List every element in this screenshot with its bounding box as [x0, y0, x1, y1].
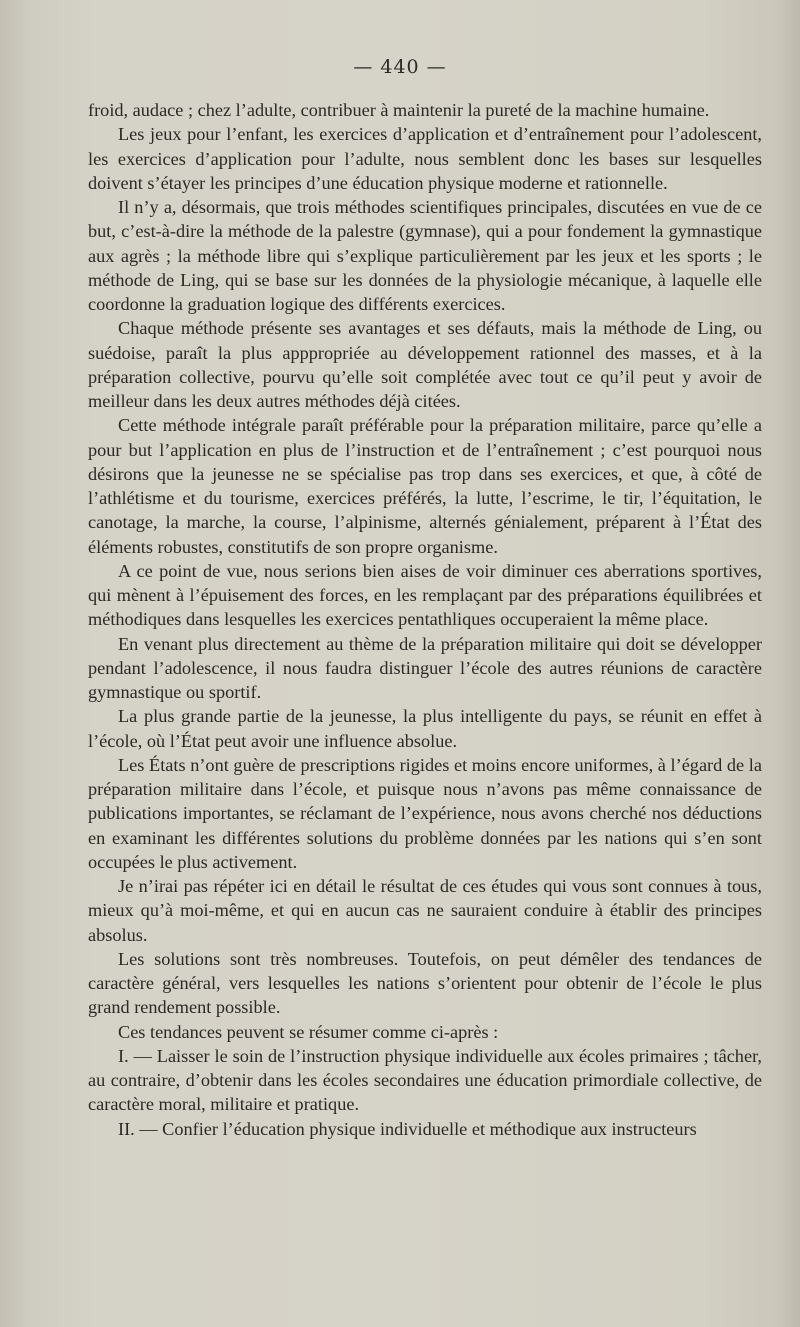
paragraph: Cette méthode intégrale paraît préférable pour la préparation militaire, parce qu’elle a pour but l’application en plus de l’instruction et de l’entraînement ; c’est pourquoi nous désirons que la jeunesse ne se spécialise pas trop dans ses exercices, et que, à côté de l’athlétisme et du tourisme, exercices préférés, la lutte, l’escrime, le tir, l’équitation, le canotage, la marche, la course, l’alpinisme, alternés génialement, préparent à l’État des éléments robustes, constitutifs de son propre organisme.: [88, 415, 762, 557]
paragraph: Je n’irai pas répéter ici en détail le résultat de ces études qui vous sont connues à tous, mieux qu’à moi-même, et qui en aucun cas ne sauraient conduire à établir des principes absolus.: [88, 876, 762, 945]
page-number: — 440 —: [353, 56, 447, 78]
paragraph: Chaque méthode présente ses avantages et ses défauts, mais la méthode de Ling, ou suédoise, paraît la plus apppropriée au développement rationnel des masses, et à la préparation collective, pourvu qu’elle soit complétée avec tout ce qu’il peut y avoir de meilleur dans les deux autres méthodes déjà citées.: [88, 318, 762, 411]
body-text: [88, 98, 762, 1141]
paragraph: Ces tendances peuvent se résumer comme ci-après :: [118, 1021, 499, 1042]
paragraph: Les solutions sont très nombreuses. Toutefois, on peut démêler des tendances de caractère général, vers lesquelles les nations s’orientent pour obtenir de l’école le plus grand rendement possible.: [88, 948, 762, 1018]
paragraph: La plus grande partie de la jeunesse, la plus intelligente du pays, se réunit en effet à l’école, où l’État peut avoir une influence absolue.: [88, 706, 762, 751]
paragraph: II. — Confier l’éducation physique individuelle et méthodique aux instructeurs: [118, 1118, 697, 1139]
paragraph: Il n’y a, désormais, que trois méthodes scientifiques principales, discutées en vue de ce but, c’est-à-dire la méthode de la palestre (gymnase), qui a pour fondement la gymnastique aux agrès ; la méthode libre qui s’explique particulièrement par les jeux et les sports ; le méthode de Ling, qui se base sur les données de la physiologie mécanique, à laquelle elle coordonne la graduation logique des différents exercices.: [88, 197, 762, 314]
paragraph: Les jeux pour l’enfant, les exercices d’application et d’entraînement pour l’adolescent, les exercices d’application pour l’adulte, nous semblent donc les bases sur lesquelles doivent s’étayer les principes d’une éducation physique moderne et rationnelle.: [88, 124, 762, 193]
paragraph: En venant plus directement au thème de la préparation militaire qui doit se développer pendant l’adolescence, il nous faudra distinguer l’école des autres réunions de caractère gymnastique ou sportif.: [88, 633, 762, 702]
paragraph: I. — Laisser le soin de l’instruction physique individuelle aux écoles primaires ; tâcher, au contraire, d’obtenir dans les écoles secondaires une éducation primordiale collective, de caractère moral, militaire et pratique.: [88, 1045, 762, 1115]
paragraph: Les États n’ont guère de prescriptions rigides et moins encore uniformes, à l’égard de la préparation militaire dans l’école, et puisque nous n’avons pas même connaissance de publications importantes, se réclamant de l’expérience, nous avons cherché nos déductions en examinant les différentes solutions du problème données par les nations qui s’en sont occupées le plus activement.: [88, 754, 762, 872]
paragraph: froid, audace ; chez l’adulte, contribuer à maintenir la pureté de la machine humaine.: [88, 100, 710, 120]
paragraph: A ce point de vue, nous serions bien aises de voir diminuer ces aberrations sportives, qui mènent à l’épuisement des forces, en les remplaçant par des préparations équilibrées et méthodiques dans lesquelles les exercices pentathliques occuperaient la même place.: [88, 560, 762, 630]
